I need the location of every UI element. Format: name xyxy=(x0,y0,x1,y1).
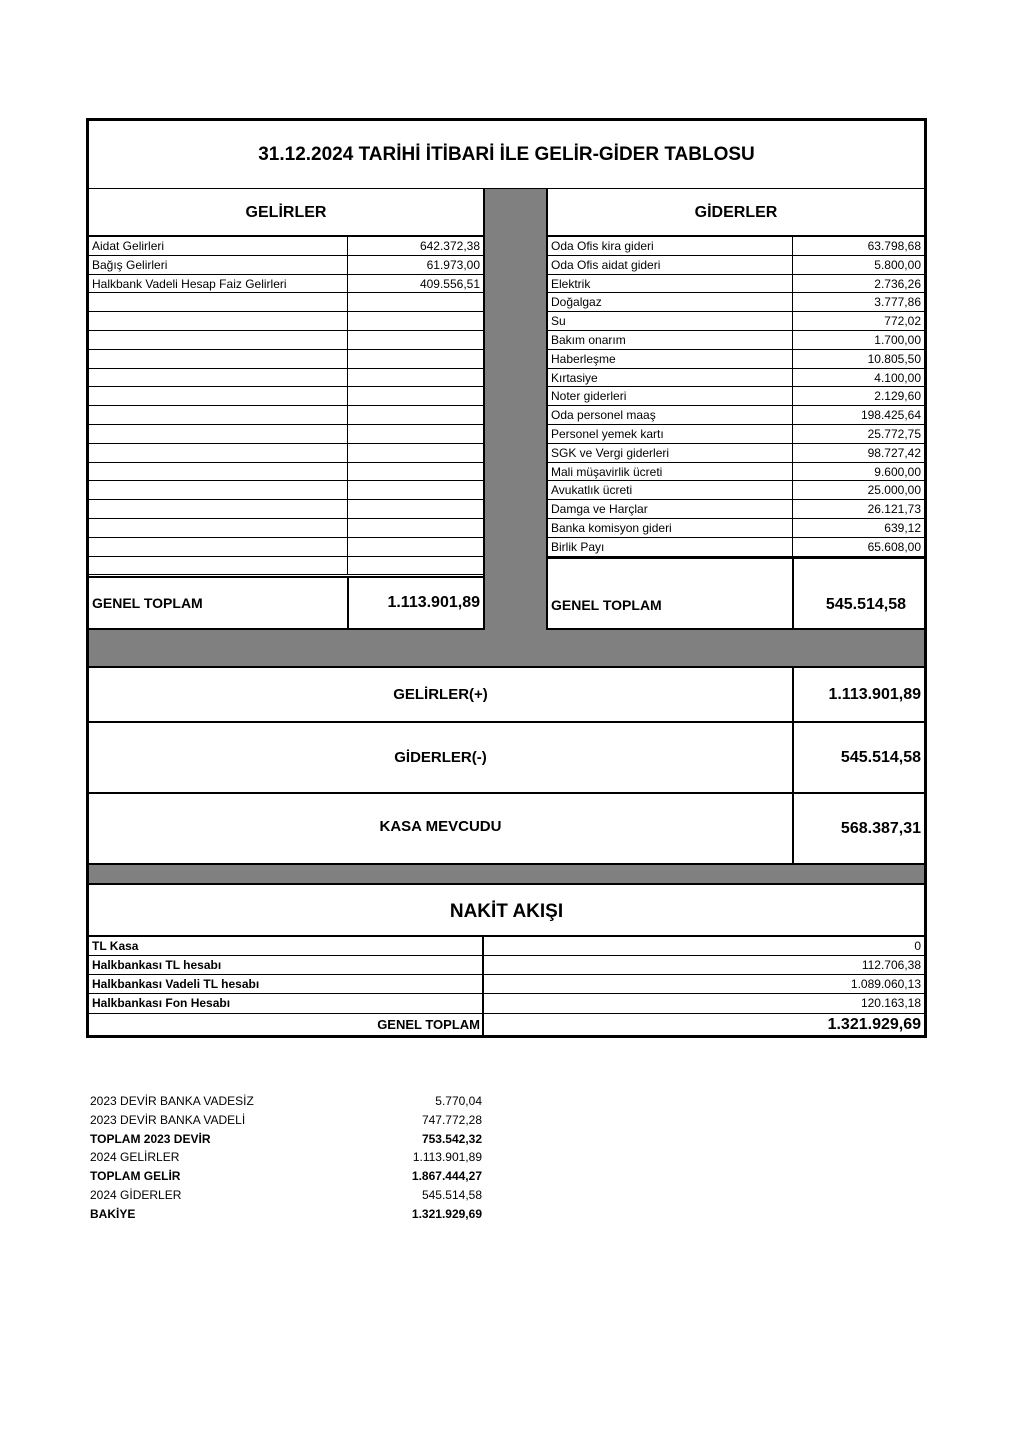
giderler-row-value: 639,12 xyxy=(792,519,924,538)
giderler-row-value: 63.798,68 xyxy=(792,237,924,256)
giderler-row-label: Oda personel maaş xyxy=(551,408,656,423)
giderler-row-label: Kırtasiye xyxy=(551,370,598,385)
giderler-row-value: 2.129,60 xyxy=(792,387,924,406)
devir-row-value: 545.514,58 xyxy=(421,1187,482,1202)
devir-row-label: 2023 DEVİR BANKA VADELİ xyxy=(90,1112,246,1127)
nakit-list xyxy=(89,937,924,1013)
summary-kasa-label: KASA MEVCUDU xyxy=(379,818,502,835)
giderler-row xyxy=(548,387,924,406)
nakit-row-label: TL Kasa xyxy=(92,939,139,953)
gelirler-row xyxy=(89,406,483,425)
gelirler-total-label: GENEL TOPLAM xyxy=(92,595,203,611)
giderler-row-label: Elektrik xyxy=(551,276,591,291)
nakit-row xyxy=(89,975,924,994)
giderler-row xyxy=(548,444,924,463)
nakit-row-label: Halkbankası Fon Hesabı xyxy=(92,996,231,1010)
devir-row-label: 2024 GELİRLER xyxy=(90,1150,180,1165)
gelirler-row xyxy=(89,425,483,444)
giderler-row xyxy=(548,500,924,519)
gelirler-row-label xyxy=(89,369,347,388)
giderler-row-label: Birlik Payı xyxy=(551,539,605,554)
gelirler-row-value: 61.973,00 xyxy=(347,256,483,275)
giderler-row xyxy=(548,406,924,425)
giderler-row-value: 26.121,73 xyxy=(792,500,924,519)
gelirler-row-label xyxy=(89,406,347,425)
giderler-row xyxy=(548,256,924,275)
giderler-row xyxy=(548,463,924,482)
devir-row xyxy=(90,1205,482,1224)
gray-band xyxy=(89,630,924,666)
giderler-row-value: 2.736,26 xyxy=(792,275,924,294)
giderler-row xyxy=(548,425,924,444)
gelirler-row-label xyxy=(89,463,347,482)
devir-row xyxy=(90,1092,482,1111)
summary-kasa-row xyxy=(89,794,924,865)
giderler-row xyxy=(548,538,924,557)
nakit-row-value: 0 xyxy=(482,937,924,956)
nakit-header: NAKİT AKIŞI xyxy=(89,883,924,937)
devir-row xyxy=(90,1111,482,1130)
gelirler-row xyxy=(89,237,483,256)
summary-giderler-row xyxy=(89,723,924,794)
devir-row-value: 747.772,28 xyxy=(421,1112,482,1127)
gelirler-row-value xyxy=(347,406,483,425)
gelirler-row-label: Aidat Gelirleri xyxy=(92,239,165,253)
gelirler-row xyxy=(89,369,483,388)
nakit-row-value: 1.089.060,13 xyxy=(482,975,924,994)
gelirler-row-value xyxy=(347,519,483,538)
giderler-row xyxy=(548,369,924,388)
giderler-row-label: SGK ve Vergi giderleri xyxy=(551,445,670,460)
gelirler-row-value: 642.372,38 xyxy=(347,237,483,256)
gelirler-row-label xyxy=(89,331,347,350)
giderler-row-value: 1.700,00 xyxy=(792,331,924,350)
gelirler-row-value xyxy=(347,444,483,463)
summary-kasa-value: 568.387,31 xyxy=(792,794,924,863)
giderler-row-label: Personel yemek kartı xyxy=(551,427,664,441)
nakit-row-value: 112.706,38 xyxy=(482,956,924,975)
column-separator xyxy=(485,189,546,630)
devir-summary xyxy=(90,1092,482,1224)
giderler-row-value: 9.600,00 xyxy=(792,463,924,482)
gelirler-row-label xyxy=(89,481,347,500)
gelirler-row xyxy=(89,275,483,294)
gelirler-row-value xyxy=(347,312,483,331)
gelirler-row-value xyxy=(347,481,483,500)
giderler-row-value: 25.000,00 xyxy=(792,481,924,500)
gelirler-row-label xyxy=(89,519,347,538)
nakit-row-label: Halkbankası TL hesabı xyxy=(92,958,222,972)
giderler-row-label: Mali müşavirlik ücreti xyxy=(551,464,663,479)
devir-row xyxy=(90,1167,482,1186)
nakit-row-value: 120.163,18 xyxy=(482,994,924,1013)
nakit-total-label: GENEL TOPLAM xyxy=(377,1017,480,1032)
devir-row-label: BAKİYE xyxy=(90,1206,136,1221)
devir-row-label: TOPLAM GELİR xyxy=(90,1169,181,1184)
giderler-total-label: GENEL TOPLAM xyxy=(551,597,662,613)
gelirler-row-label xyxy=(89,538,347,557)
giderler-row-label: Damga ve Harçlar xyxy=(551,502,648,517)
gelirler-row xyxy=(89,444,483,463)
gelirler-row-value: 409.556,51 xyxy=(347,275,483,294)
giderler-row xyxy=(548,312,924,331)
giderler-list xyxy=(546,237,924,557)
giderler-row-label: Banka komisyon gideri xyxy=(551,521,672,535)
gelirler-row-value xyxy=(347,331,483,350)
gelirler-row xyxy=(89,331,483,350)
devir-row-label: 2024 GİDERLER xyxy=(90,1187,182,1202)
giderler-row-value: 10.805,50 xyxy=(792,350,924,369)
nakit-row-label: Halkbankası Vadeli TL hesabı xyxy=(92,977,260,991)
gelirler-row-label xyxy=(89,425,347,444)
gelirler-row-label: Bağış Gelirleri xyxy=(92,257,168,272)
table-title: 31.12.2024 TARİHİ İTİBARİ İLE GELİR-GİDER TABLOSU xyxy=(258,144,755,165)
giderler-row-label: Oda Ofis kira gideri xyxy=(551,239,654,253)
gelirler-total-row xyxy=(89,576,485,630)
devir-row xyxy=(90,1130,482,1149)
giderler-row-value: 65.608,00 xyxy=(792,538,924,557)
gelirler-row-label xyxy=(89,387,347,406)
giderler-row-value: 3.777,86 xyxy=(792,293,924,312)
gelirler-row-label xyxy=(89,312,347,331)
summary-gelirler-label: GELİRLER(+) xyxy=(393,686,488,703)
giderler-row xyxy=(548,237,924,256)
gelirler-row-value xyxy=(347,425,483,444)
income-expense-table xyxy=(86,118,927,1038)
gelirler-row xyxy=(89,350,483,369)
gelirler-row-value xyxy=(347,538,483,557)
gelirler-total-value: 1.113.901,89 xyxy=(347,578,483,628)
gelirler-row xyxy=(89,293,483,312)
nakit-row xyxy=(89,956,924,975)
nakit-total-row xyxy=(89,1013,924,1035)
gelirler-row xyxy=(89,387,483,406)
devir-row-value: 753.542,32 xyxy=(421,1131,482,1146)
gelirler-list xyxy=(89,237,485,576)
gelirler-row-value xyxy=(347,500,483,519)
giderler-row-value: 4.100,00 xyxy=(792,369,924,388)
giderler-row xyxy=(548,481,924,500)
devir-row-value: 1.321.929,69 xyxy=(411,1206,482,1221)
gelirler-row xyxy=(89,256,483,275)
gelirler-row-label: Halkbank Vadeli Hesap Faiz Gelirleri xyxy=(92,276,287,291)
gelirler-header: GELİRLER xyxy=(89,189,485,237)
gelirler-row xyxy=(89,500,483,519)
giderler-total-row xyxy=(546,557,924,630)
gelirler-row-label xyxy=(89,444,347,463)
gelirler-row-label xyxy=(89,557,347,576)
giderler-row-label: Oda Ofis aidat gideri xyxy=(551,257,661,272)
giderler-row-label: Doğalgaz xyxy=(551,295,602,310)
gelirler-row-value xyxy=(347,463,483,482)
giderler-row xyxy=(548,519,924,538)
gelirler-row xyxy=(89,312,483,331)
gelirler-row-value xyxy=(347,369,483,388)
devir-row-value: 5.770,04 xyxy=(435,1094,482,1108)
gelirler-row-value xyxy=(347,557,483,576)
giderler-row-value: 5.800,00 xyxy=(792,256,924,275)
nakit-total-value: 1.321.929,69 xyxy=(482,1014,924,1035)
devir-row xyxy=(90,1186,482,1205)
giderler-row-value: 198.425,64 xyxy=(792,406,924,425)
summary-giderler-value: 545.514,58 xyxy=(792,723,924,792)
gray-band-2 xyxy=(89,865,924,883)
gelirler-row xyxy=(89,538,483,557)
giderler-row-label: Su xyxy=(551,314,566,329)
nakit-row xyxy=(89,994,924,1013)
gelirler-row-label xyxy=(89,350,347,369)
giderler-row xyxy=(548,293,924,312)
gelirler-row xyxy=(89,557,483,576)
giderler-row xyxy=(548,350,924,369)
gelirler-row-value xyxy=(347,350,483,369)
giderler-row-value: 25.772,75 xyxy=(792,425,924,444)
nakit-row xyxy=(89,937,924,956)
gelirler-row-value xyxy=(347,387,483,406)
devir-row xyxy=(90,1148,482,1167)
gelirler-row xyxy=(89,519,483,538)
gelirler-row-label xyxy=(89,500,347,519)
giderler-row-label: Noter giderleri xyxy=(551,389,627,404)
gelirler-row-value xyxy=(347,293,483,312)
giderler-row-label: Bakım onarım xyxy=(551,333,626,347)
summary-giderler-label: GİDERLER(-) xyxy=(394,749,487,766)
summary-gelirler-row xyxy=(89,666,924,723)
giderler-row-label: Avukatlık ücreti xyxy=(551,483,633,498)
devir-row-value: 1.113.901,89 xyxy=(412,1150,482,1165)
devir-row-label: 2023 DEVİR BANKA VADESİZ xyxy=(90,1094,254,1108)
gelirler-row xyxy=(89,463,483,482)
summary-gelirler-value: 1.113.901,89 xyxy=(792,668,924,721)
giderler-row-label: Haberleşme xyxy=(551,351,616,366)
devir-row-value: 1.867.444,27 xyxy=(411,1169,482,1184)
giderler-row xyxy=(548,275,924,294)
gelirler-row-label xyxy=(89,293,347,312)
giderler-row-value: 98.727,42 xyxy=(792,444,924,463)
giderler-header: GİDERLER xyxy=(546,189,924,237)
giderler-row xyxy=(548,331,924,350)
devir-row-label: TOPLAM 2023 DEVİR xyxy=(90,1131,211,1146)
gelirler-row xyxy=(89,481,483,500)
giderler-total-value: 545.514,58 xyxy=(792,559,926,628)
giderler-row-value: 772,02 xyxy=(792,312,924,331)
